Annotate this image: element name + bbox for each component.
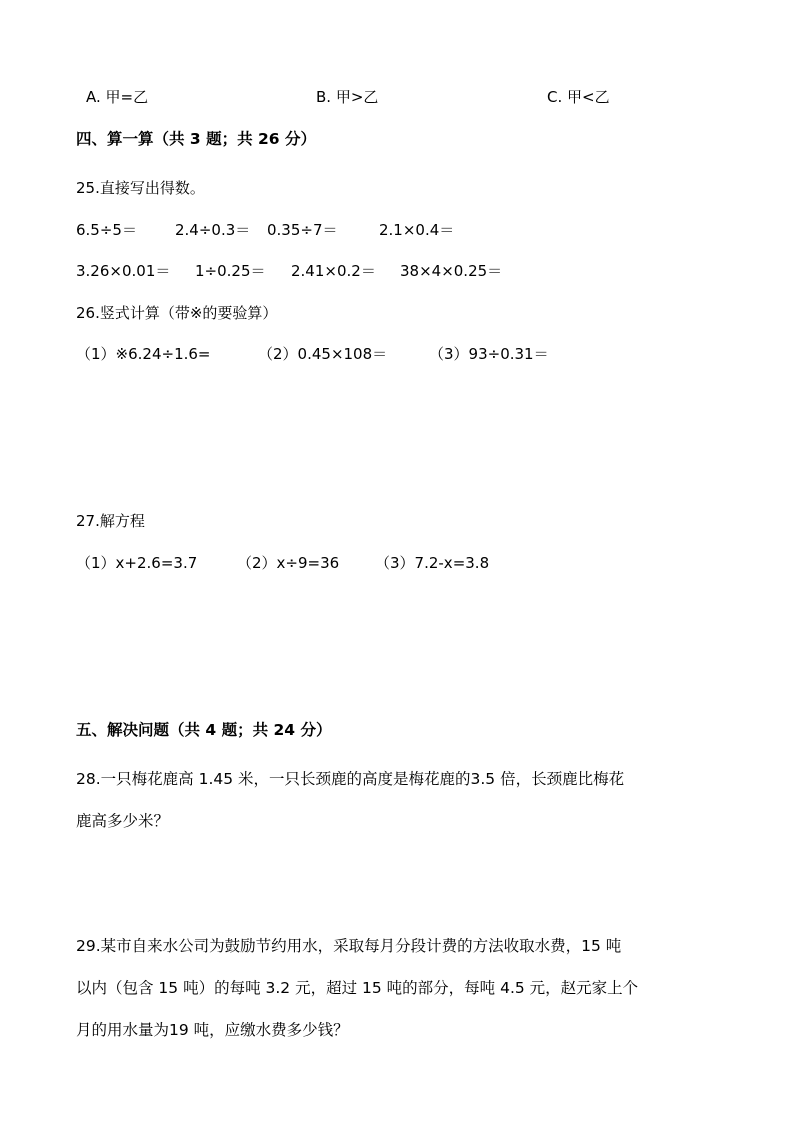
section-5-title: 五、解决问题（共 4 题；共 24 分）	[76, 721, 332, 739]
q26-item: （1）※6.24÷1.6=	[76, 345, 211, 363]
q27-item: （3）7.2-x=3.8	[375, 554, 490, 572]
q25-item: 3.26×0.01＝	[76, 262, 171, 280]
option-a: A. 甲=乙	[86, 88, 149, 106]
q25-item: 1÷0.25＝	[195, 262, 266, 280]
question-29-line: 29.某市自来水公司为鼓励节约用水，采取每月分段计费的方法收取水费，15 吨	[76, 937, 622, 955]
q26-item: （2）0.45×108＝	[258, 345, 388, 363]
option-b: B. 甲>乙	[316, 88, 379, 106]
question-27-prompt: 27.解方程	[76, 512, 145, 530]
q27-item: （1）x+2.6=3.7	[76, 554, 198, 572]
q25-item: 38×4×0.25＝	[400, 262, 503, 280]
q25-item: 2.41×0.2＝	[291, 262, 376, 280]
q26-item: （3）93÷0.31＝	[429, 345, 549, 363]
q27-item: （2）x÷9=36	[237, 554, 340, 572]
question-28-line: 28.一只梅花鹿高 1.45 米，一只长颈鹿的高度是梅花鹿的3.5 倍，长颈鹿比梅花	[76, 770, 625, 788]
section-4-title: 四、算一算（共 3 题；共 26 分）	[76, 130, 316, 148]
q25-item: 2.1×0.4＝	[379, 221, 455, 239]
q25-item: 2.4÷0.3＝	[175, 221, 251, 239]
option-c: C. 甲<乙	[547, 88, 610, 106]
question-28-line: 鹿高多少米？	[76, 812, 170, 830]
question-25-prompt: 25.直接写出得数。	[76, 179, 205, 197]
q25-item: 6.5÷5＝	[76, 221, 137, 239]
question-26-prompt: 26.竖式计算（带※的要验算）	[76, 304, 278, 322]
question-29-line: 月的用水量为19 吨，应缴水费多少钱？	[76, 1021, 349, 1039]
question-29-line: 以内（包含 15 吨）的每吨 3.2 元，超过 15 吨的部分，每吨 4.5 元，赵元家上个	[76, 979, 639, 997]
q25-item: 0.35÷7＝	[267, 221, 338, 239]
